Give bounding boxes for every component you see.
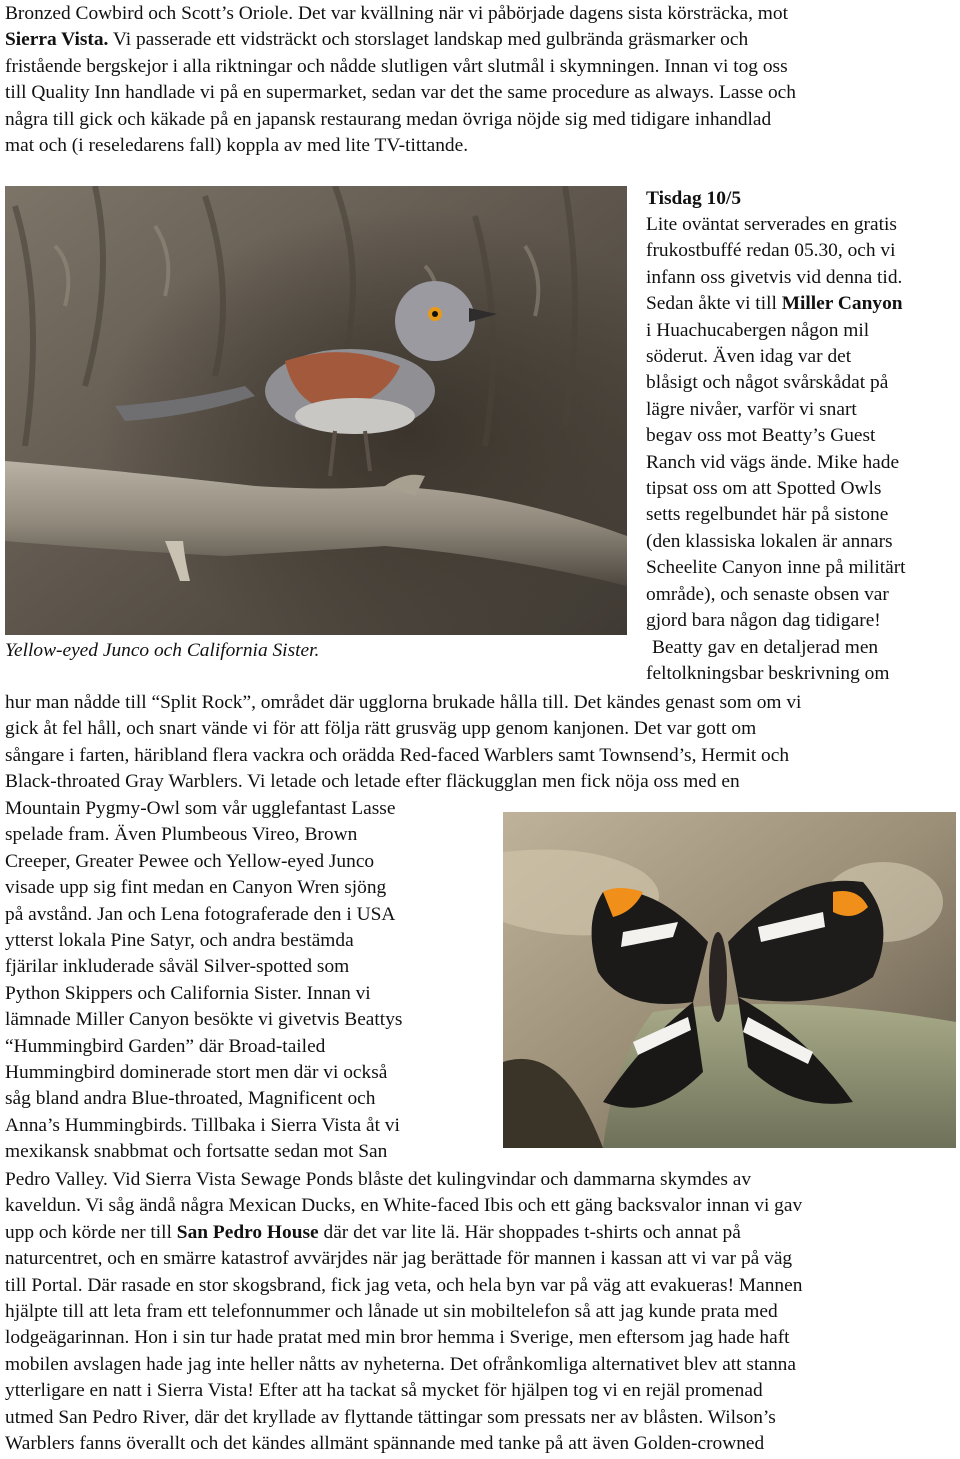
text-line: i Huachucabergen någon mil bbox=[646, 319, 870, 341]
text-line: Black-throated Gray Warblers. Vi letade och letade efter fläckugglan men fick nöja oss med en bbox=[5, 771, 740, 793]
place-name: Sierra Vista. bbox=[5, 29, 109, 51]
text-line: Scheelite Canyon inne på militärt bbox=[646, 557, 906, 579]
text-line: ytterst lokala Pine Satyr, och andra bestämda bbox=[5, 930, 354, 952]
text-line: Sierra Vista. Vi passerade ett vidsträckt och storslaget landskap med gulbrända gräsmarker och bbox=[5, 29, 749, 51]
photo1-caption: Yellow-eyed Junco och California Sister. bbox=[5, 640, 320, 661]
day-heading: Tisdag 10/5 bbox=[646, 188, 742, 209]
text-line: feltolkningsbar beskrivning om bbox=[646, 662, 890, 684]
text-line: på avstånd. Jan och Lena fotograferade den i USA bbox=[5, 903, 396, 925]
text-line: lämnade Miller Canyon besökte vi givetvis Beattys bbox=[5, 1009, 403, 1031]
text-line: Warblers fanns överallt och det kändes allmänt spännande med tanke på att även Golden-crowned bbox=[5, 1433, 765, 1455]
text-line: ytterligare en natt i Sierra Vista! Efter att ha tackat så mycket för hjälpen tog vi en rejäl promenad bbox=[5, 1380, 763, 1402]
butterfly-illustration bbox=[503, 812, 956, 1148]
text-line: gjord bara någon dag tidigare! bbox=[646, 610, 881, 632]
text-line: naturcentret, och en smärre katastrof avvärjdes när jag berättade för mannen i kassan att vi var på väg bbox=[5, 1248, 793, 1270]
text-line: infann oss givetvis vid denna tid. bbox=[646, 266, 903, 288]
left-column bbox=[5, 796, 402, 1166]
text-line: Mountain Pygmy-Owl som vår ugglefantast Lasse bbox=[5, 798, 396, 819]
text-line: några till gick och käkade på en japansk restaurang medan övriga nöjde sig med tidigare inhandlad bbox=[5, 108, 772, 130]
text-line: mat och (i reseledarens fall) koppla av med lite TV-tittande. bbox=[5, 135, 469, 157]
text-line: hjälpte till att leta fram ett telefonnummer och lånade ut sin mobiltelefon så att jag kunde prata med bbox=[5, 1301, 778, 1323]
text-line: Beatty gav en detaljerad men bbox=[652, 636, 879, 658]
text-line: fristående bergskejor i alla riktningar och nådde slutligen vårt slutmål i skymningen. Innan vi tog oss bbox=[5, 55, 788, 77]
text-line: blåsigt och något svårskådat på bbox=[646, 372, 889, 394]
text-line: “Hummingbird Garden” där Broad-tailed bbox=[5, 1035, 326, 1057]
text-line: spelade fram. Även Plumbeous Vireo, Brown bbox=[5, 824, 358, 846]
butterfly-photo bbox=[503, 812, 956, 1148]
text-line: söderut. Även idag var det bbox=[646, 346, 852, 368]
text-line: Sedan åkte vi till Miller Canyon bbox=[646, 293, 903, 315]
text-line: mexikansk snabbmat och fortsatte sedan mot San bbox=[5, 1141, 388, 1163]
text-line: visade upp sig fint medan en Canyon Wren sjöng bbox=[5, 877, 387, 899]
text-line: utmed San Pedro River, där det kryllade av flyttande tättingar som pressats ner av blåsten. Wilson’s bbox=[5, 1406, 776, 1428]
text-line: mobilen avslagen hade jag inte heller nåtts av nyheterna. Det ofrånkomliga alternativet blev att stanna bbox=[5, 1353, 796, 1375]
text-line: Lite oväntat serverades en gratis bbox=[646, 214, 897, 235]
text-line: Ranch vid vägs ände. Mike hade bbox=[646, 451, 900, 473]
text-line: sångare i farten, häribland flera vackra och orädda Red-faced Warblers samt Townsend’s, Hermit och bbox=[5, 744, 790, 766]
text-line: såg bland andra Blue-throated, Magnificent och bbox=[5, 1088, 376, 1110]
text-line: lägre nivåer, varför vi snart bbox=[646, 398, 857, 420]
text-line: Anna’s Hummingbirds. Tillbaka i Sierra Vista åt vi bbox=[5, 1114, 400, 1136]
text-line: frukostbuffé redan 05.30, och vi bbox=[646, 240, 896, 262]
junco-photo bbox=[5, 186, 627, 635]
text-line: fjärilar inkluderade såväl Silver-spotted som bbox=[5, 956, 350, 978]
middle-paragraph bbox=[5, 690, 801, 796]
text-line: Pedro Valley. Vid Sierra Vista Sewage Ponds blåste det kulingvindar och dammarna skymdes av bbox=[5, 1169, 752, 1190]
text-line: till Portal. Där rasade en stor skogsbrand, fick jag veta, och hela byn var på väg att evakueras! Mannen bbox=[5, 1274, 803, 1296]
text-line: lodgeägarinnan. Hon i sin tur hade pratat med min bror hemma i Sverige, men eftersom jag hade haft bbox=[5, 1327, 790, 1349]
text-line: gick åt fel håll, och snart vände vi för att följa rätt grusväg upp genom kanjonen. Det var gott om bbox=[5, 718, 757, 740]
place-name: San Pedro House bbox=[176, 1221, 319, 1243]
text-line: område), och senaste obsen var bbox=[646, 583, 889, 605]
junco-illustration bbox=[5, 186, 627, 635]
text-line: (den klassiska lokalen är annars bbox=[646, 530, 893, 552]
text-line: begav oss mot Beatty’s Guest bbox=[646, 425, 876, 447]
text-line: hur man nådde till “Split Rock”, området där ugglorna brukade hålla till. Det kändes genast som om vi bbox=[5, 692, 802, 713]
bottom-paragraph bbox=[5, 1167, 802, 1457]
text-line: Bronzed Cowbird och Scott’s Oriole. Det var kvällning när vi påbörjade dagens sista körsträcka, mot bbox=[5, 3, 788, 24]
text-line: till Quality Inn handlade vi på en supermarket, sedan var det the same procedure as always. Lasse och bbox=[5, 82, 796, 104]
text-line: kaveldun. Vi såg ändå några Mexican Ducks, en White-faced Ibis och ett gäng backsvalor innan vi gav bbox=[5, 1195, 803, 1217]
text-line: tipsat oss om att Spotted Owls bbox=[646, 478, 882, 500]
text-line: setts regelbundet här på sistone bbox=[646, 504, 889, 526]
text-line: Python Skippers och California Sister. Innan vi bbox=[5, 982, 371, 1004]
text-line: Hummingbird dominerade stort men där vi också bbox=[5, 1062, 388, 1084]
side-column bbox=[646, 212, 958, 687]
text-line: upp och körde ner till San Pedro House där det var lite lä. Här shoppades t-shirts och annat på bbox=[5, 1221, 741, 1243]
text-line: Creeper, Greater Pewee och Yellow-eyed Junco bbox=[5, 850, 375, 872]
place-name: Miller Canyon bbox=[781, 293, 903, 315]
intro-paragraph bbox=[5, 1, 796, 159]
